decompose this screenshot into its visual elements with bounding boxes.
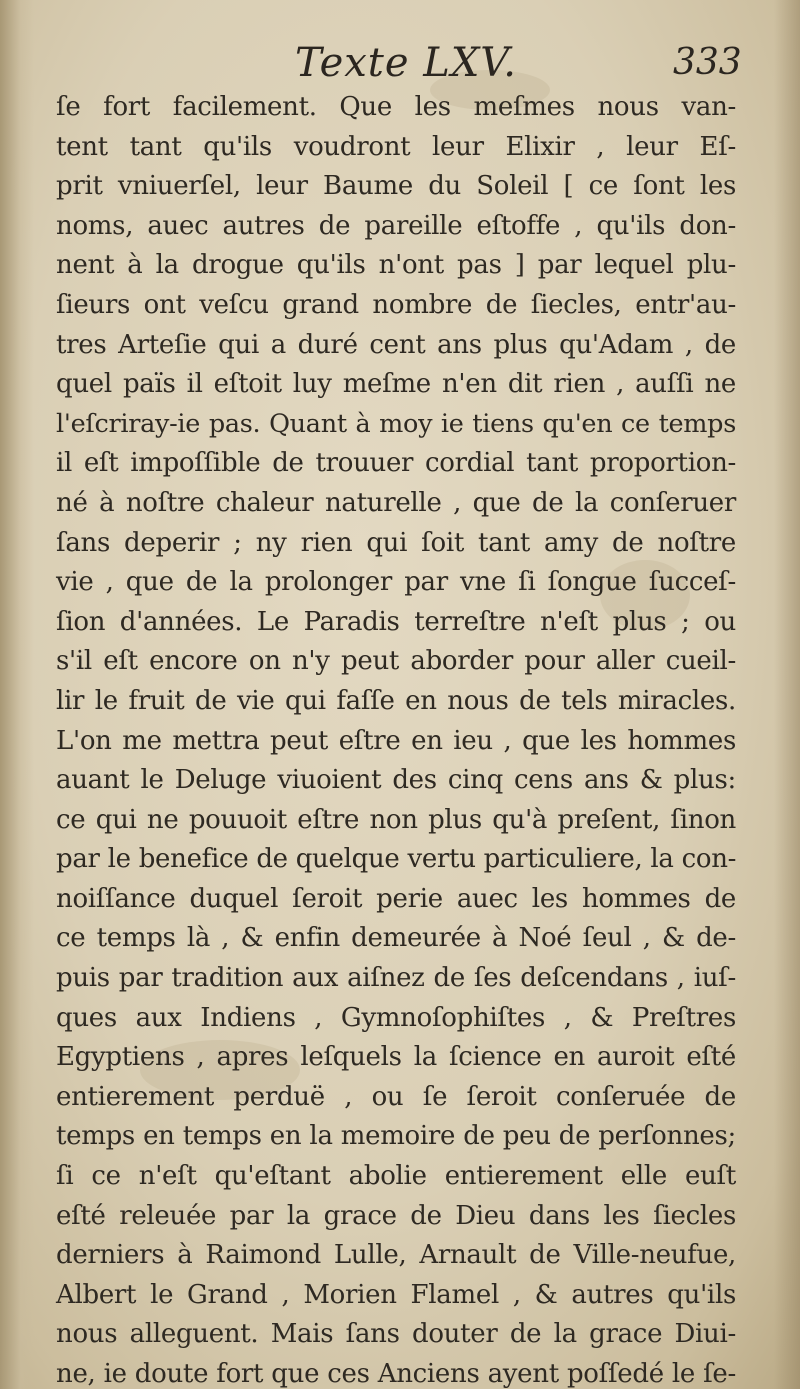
body-text [56,88,736,1389]
text-line: ſe fort facilement. Que les meſmes nous van- [56,92,736,122]
text-line: ſans deperir ; ny rien qui ſoit tant amy de noſtre [56,527,736,558]
text-line: tent tant qu'ils voudront leur Elixir , leur Eſ- [56,131,736,162]
text-line: vie , que de la prolonger par vne ſi ſongue ſucceſ- [56,567,736,598]
page-number: 333 [673,42,742,83]
text-line: derniers à Raimond Lulle, Arnault de Ville-neufue, [56,1240,736,1271]
text-line: puis par tradition aux aiſnez de ſes deſcendans , iuſ- [56,963,736,994]
text-line: ſi ce n'eſt qu'eſtant abolie entierement elle euſt [56,1161,736,1192]
text-line: L'on me mettra peut eſtre en ieu , que les hommes [56,725,736,756]
text-line: prit vniuerſel, leur Baume du Soleil [ ce ſont les [56,171,736,202]
text-line: quel païs il eſtoit luy meſme n'en dit rien , auſſi ne [56,369,736,400]
text-line: ne, ie doute fort que ces Anciens ayent poſſedé le ſe- [56,1359,736,1389]
text-line: noiſſance duquel ſeroit perie auec les hommes de [56,883,736,914]
text-line: né à noſtre chaleur naturelle , que de la conſeruer [56,487,736,518]
text-line: entierement perduë , ou ſe ſeroit conſeruée de [56,1081,736,1112]
text-line: eſté releuée par la grace de Dieu dans les ſiecles [56,1200,736,1231]
text-line: ques aux Indiens , Gymnoſophiſtes , & Preſtres [56,1002,736,1033]
text-line: s'il eſt encore on n'y peut aborder pour aller cueil- [56,646,736,677]
text-line: ſieurs ont veſcu grand nombre de ſiecles, entr'au- [56,289,736,320]
text-line: ce qui ne pouuoit eſtre non plus qu'à preſent, ſinon [56,804,736,835]
text-line: tres Arteſie qui a duré cent ans plus qu'Adam , de [56,329,736,360]
text-line: par le benefice de quelque vertu particuliere, la con- [56,844,737,875]
text-line: ſion d'années. Le Paradis terreſtre n'eſt plus ; ou [56,606,736,637]
text-line: noms, auec autres de pareille eſtoffe , qu'ils don- [56,210,736,241]
text-line: Egyptiens , apres leſquels la ſcience en auroit eſté [56,1042,736,1073]
text-line: nent à la drogue qu'ils n'ont pas ] par lequel plu- [56,250,736,281]
page-gutter-shadow [0,0,34,1389]
text-line: auant le Deluge viuoient des cinq cens ans & plus: [56,765,736,796]
page-edge-shadow [774,0,800,1389]
text-line: l'eſcriray-ie pas. Quant à moy ie tiens qu'en ce temps [56,408,736,439]
text-line: nous alleguent. Mais ſans douter de la grace Diui- [56,1319,736,1350]
text-line: il eſt impoſſible de trouuer cordial tant proportion- [56,448,736,479]
text-line: lir le fruit de vie qui faſſe en nous de tels miracles. [56,685,736,716]
text-line: ce temps là , & enfin demeurée à Noé ſeul , & de- [56,923,736,954]
running-title: Texte LXV. [295,40,517,86]
text-line: Albert le Grand , Morien Flamel , & autres qu'ils [56,1279,736,1310]
text-line: temps en temps en la memoire de peu de perſonnes; [56,1121,736,1152]
